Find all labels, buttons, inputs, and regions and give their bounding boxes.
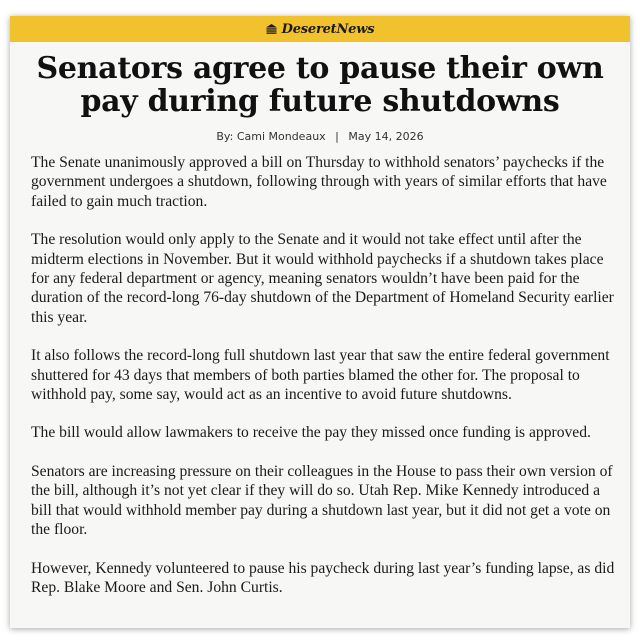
article-headline: Senators agree to pause their own pay during future shutdowns xyxy=(36,51,604,119)
paragraph: The Senate unanimously approved a bill on Thursday to withhold senators’ paychecks if the government undergoes a shutdown, following through with years of similar efforts that have failed to gain much traction. xyxy=(31,154,607,210)
article-card xyxy=(10,16,630,628)
paragraph: However, Kennedy volunteered to pause his paycheck during last year’s funding lapse, as did Rep. Blake Moore and Sen. John Curtis. xyxy=(31,559,615,596)
temple-icon xyxy=(266,24,277,34)
masthead-bar xyxy=(10,16,630,42)
byline-separator: | xyxy=(335,130,339,143)
paragraph: The bill would allow lawmakers to receive the pay they missed once funding is approved. xyxy=(31,424,591,442)
byline xyxy=(10,130,630,143)
paragraph: Senators are increasing pressure on their colleagues in the House to pass their own version of the bill, although it’s not yet clear if they will do so. Utah Rep. Mike Kennedy introduced a bill that would withhold member pay during a shutdown last year, but it did not get a vote on the floor. xyxy=(31,462,613,539)
article-body xyxy=(31,153,616,597)
brand-name: DeseretNews xyxy=(281,21,375,37)
paragraph: The resolution would only apply to the Senate and it would not take effect until after the midterm elections in November. But it would withhold paychecks if a shutdown takes place for any federal department or agency, meaning senators wouldn’t have been paid for the duration of the record-long 76-day shutdown of the Department of Homeland Security earlier this year. xyxy=(31,231,614,326)
publish-date: May 14, 2026 xyxy=(348,130,424,143)
masthead-logo[interactable] xyxy=(266,22,375,37)
author: By: Cami Mondeaux xyxy=(216,130,326,143)
paragraph: It also follows the record-long full shutdown last year that saw the entire federal government shuttered for 43 days that members of both parties blamed the other for. The proposal to withhold pay, some say, would act as an incentive to avoid future shutdowns. xyxy=(31,347,610,404)
